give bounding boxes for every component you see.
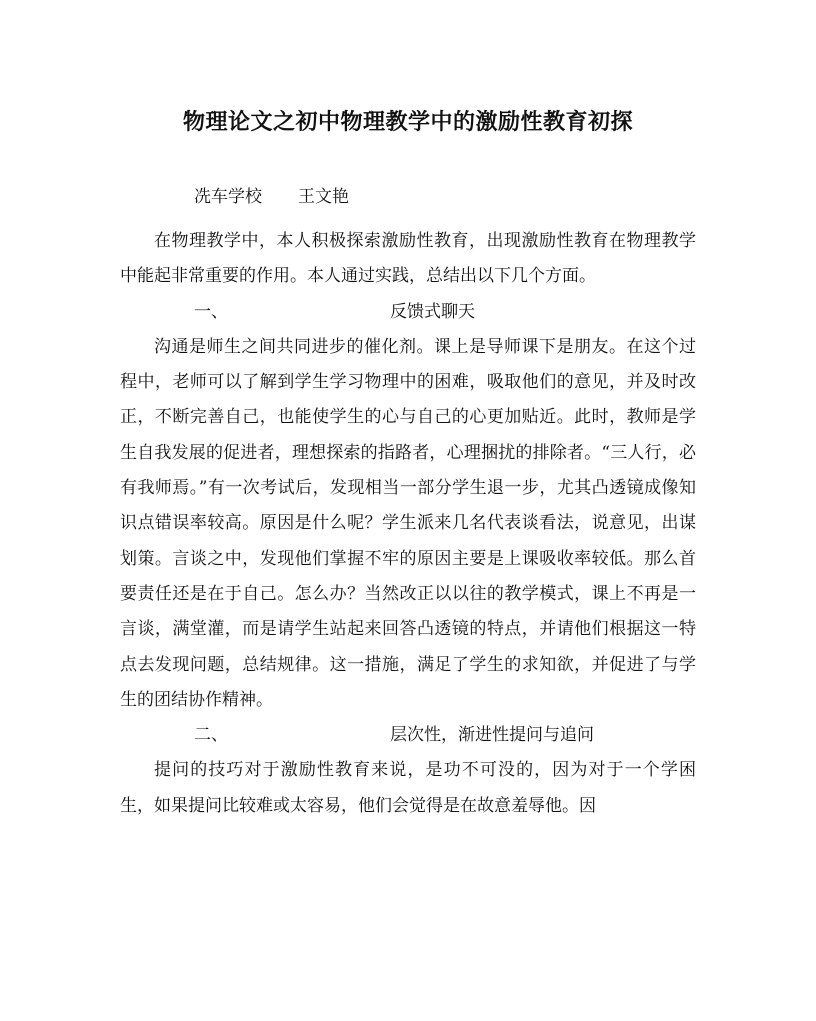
section-title: 层次性，渐进性提问与追问 (390, 725, 594, 746)
document-body (120, 224, 696, 824)
author-name: 王文艳 (298, 187, 349, 207)
author-line (194, 182, 349, 212)
author-school: 冼车学校 (194, 187, 262, 207)
intro-paragraph: 在物理教学中，本人积极探索激励性教育，出现激励性教育在物理教学中能起非常重要的作用。本人通过实践，总结出以下几个方面。 (120, 231, 696, 287)
section-number: 一、 (194, 301, 228, 322)
section-number: 二、 (194, 725, 228, 746)
section-title: 反馈式聊天 (390, 301, 475, 322)
section-heading-1 (120, 295, 696, 330)
section-1-paragraph: 沟通是师生之间共同进步的催化剂。课上是导师课下是朋友。在这个过程中，老师可以了解到学生学习物理中的困难，吸取他们的意见，并及时改正，不断完善自己，也能使学生的心与自己的心更加贴近。此时，教师是学生自我发展的促进者，理想探索的指路者，心理捆扰的排除者。“三人行，必有我师焉。”有一次考试后，发现相当一部分学生退一步，尤其凸透镜成像知识点错误率较高。原因是什么呢？学生派来几名代表谈看法，说意见，出谋划策。言谈之中，发现他们掌握不牢的原因主要是上课吸收率较低。那么首要责任还是在于自己。怎么办？当然改正以以往的教学模式，课上不再是一言谈，满堂灌，而是请学生站起来回答凸透镜的特点，并请他们根据这一特点去发现问题，总结规律。这一措施，满足了学生的求知欲，并促进了与学生的团结协作精神。 (120, 336, 696, 710)
section-2-paragraph: 提问的技巧对于激励性教育来说，是功不可没的，因为对于一个学困生，如果提问比较难或太容易，他们会觉得是在故意羞辱他。因 (120, 760, 696, 816)
document-title: 物理论文之初中物理教学中的激励性教育初探 (182, 109, 633, 135)
section-heading-2 (120, 718, 696, 753)
